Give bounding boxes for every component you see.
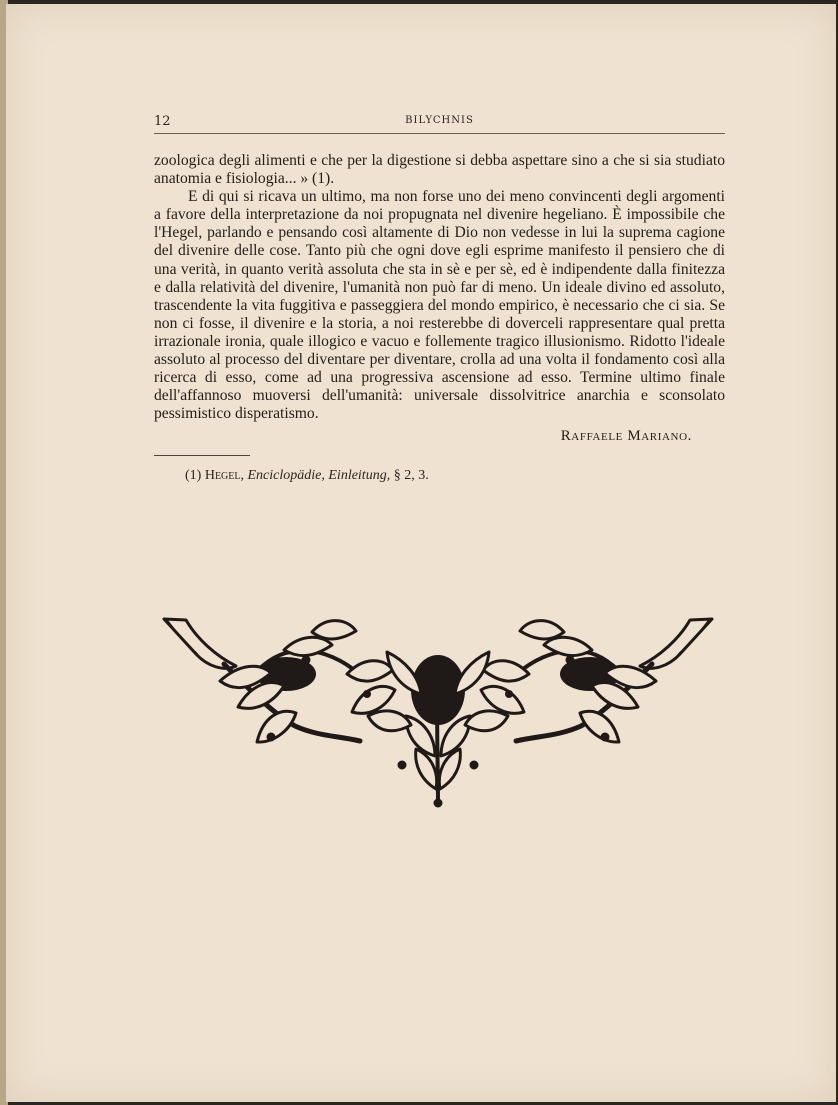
paragraph-continuation: zoologica degli alimenti e che per la digestione si debba aspettare sino a che si sia studiato anatomia e fisiologia... » (1). [154, 152, 725, 188]
running-title: BILYCHNIS [405, 115, 474, 126]
footnote-marker: (1) [185, 468, 202, 483]
paragraph-main: E di qui si ricava un ultimo, ma non forse uno dei meno convincenti degli argomenti a favore della interpretazione da noi propugnata nel divenire hegeliano. È impossibile che l'Hegel, parlando e pensando così altamente di Dio non vedesse in lui la suprema cagione del divenire delle cose. Tanto più che ogni dove egli esprime manifesto il pensiero che di una verità, in quanto verità assoluta che sta in sè e per sè, ed è indipendente dalla finitezza e dalla relatività del divenire, l'umanità non può far di meno. Un ideale divino ed assoluto, trascendente la vita fuggitiva e passeggiera del mondo empirico, è necessario che ci sia. Se non ci fosse, il divenire e la storia, a noi resterebbe di doverceli rappresentare qual pretta irrazionale ironia, quale illogico e vacuo e follemente tragico illusionismo. Ridotto l'ideale assoluto al processo del diventare per diventare, crolla ad una volta il fondamento così alla ricerca di esso, come ad una progressiva ascensione ad esso. Termine ultimo finale dell'affannoso muoversi dell'umanità: universale dissolvitrice anarchia e sconsolato pessimistico disperatismo. [154, 188, 725, 423]
header-rule [154, 133, 725, 134]
page-header [154, 114, 725, 134]
page-number: 12 [154, 114, 171, 129]
author-signature: Raffaele Mariano. [560, 428, 692, 444]
footnote-reference: § 2, 3. [393, 468, 429, 483]
footnote-rule [154, 455, 250, 456]
footnote [185, 468, 429, 484]
laurel-wreath-ornament-icon [162, 614, 714, 810]
footnote-section: Einleitung, [328, 468, 391, 483]
body-text [154, 152, 725, 423]
footnote-author: Hegel, [204, 468, 244, 483]
footnote-work: Enciclopädie, [247, 468, 325, 483]
